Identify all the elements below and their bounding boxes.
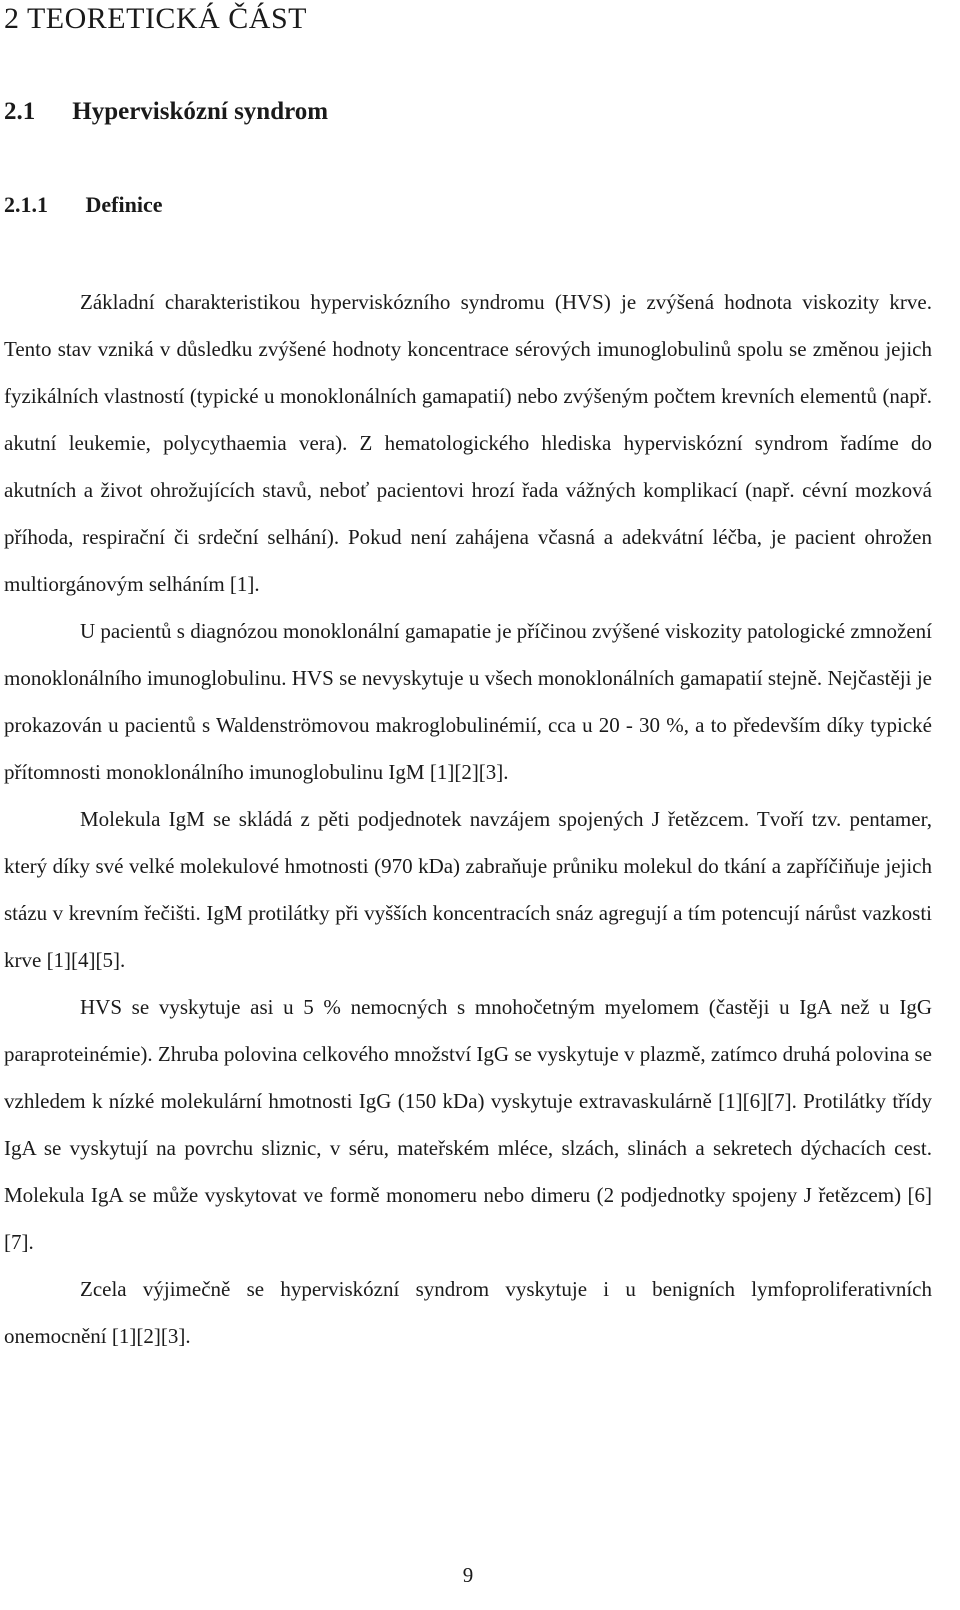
subsection-heading [4,192,162,218]
section-heading [4,98,328,126]
subsection-number: 2.1.1 [4,192,48,217]
paragraph-igm-molecule: Molekula IgM se skládá z pěti podjednotek navzájem spojených J řetězcem. Tvoří tzv. pentamer, který díky své velké molekulové hmotnosti (970 kDa) zabraňuje průniku molekul do tkání a zapříčiňuje jejich stázu v krevním řečišti. IgM protilátky při vyšších koncentracích snáz agregují a tím potencují nárůst vazkosti krve [1][4][5]. [4,807,932,972]
subsection-title: Definice [85,192,163,217]
section-title: Hyperviskózní syndrom [72,98,329,125]
chapter-heading [4,2,307,36]
paragraph-monoclonal-gammopathy: U pacientů s diagnózou monoklonální gamapatie je příčinou zvýšené viskozity patologické zmnožení monoklonálního imunoglobulinu. HVS se nevyskytuje u všech monoklonálních gamapatií stejně. Nejčastěji je prokazován u pacientů s Waldenströmovou makroglobulinémií, cca u 20 - 30 %, a to především díky typické přítomnosti monoklonálního imunoglobulinu IgM [1][2][3]. [4,619,933,784]
paragraph-benign-disorders: Zcela výjimečně se hyperviskózní syndrom vyskytuje i u benigních lymfoproliferativních onemocnění [1][2][3]. [4,1277,932,1348]
paragraph-multiple-myeloma: HVS se vyskytuje asi u 5 % nemocných s mnohočetným myelomem (častěji u IgA než u IgG paraproteinémie). Zhruba polovina celkového množství IgG se vyskytuje v plazmě, zatímco druhá polovina se vzhledem k nízké molekulární hmotnosti IgG (150 kDa) vyskytuje extravaskulárně [1][6][7]. Protilátky třídy IgA se vyskytují na povrchu sliznic, v séru, mateřském mléce, slzách, slinách a sekretech dýchacích cest. Molekula IgA se může vyskytovat ve formě monomeru nebo dimeru (2 podjednotky spojeny J řetězcem) [6][7]. [4,995,932,1254]
body-text [4,279,932,1360]
section-number: 2.1 [4,98,36,125]
page-number: 9 [462,1563,474,1587]
paragraph-definition: Základní charakteristikou hyperviskózního syndromu (HVS) je zvýšená hodnota viskozity krve. Tento stav vzniká v důsledku zvýšené hodnoty koncentrace sérových imunoglobulinů spolu se změnou jejich fyzikálních vlastností (typické u monoklonálních gamapatií) nebo zvýšeným počtem krevních elementů (např. akutní leukemie, polycythaemia vera). Z hematologického hlediska hyperviskózní syndrom řadíme do akutních a život ohrožujících stavů, neboť pacientovi hrozí řada vážných komplikací (např. cévní mozková příhoda, respirační či srdeční selhání). Pokud není zahájena včasná a adekvátní léčba, je pacient ohrožen multiorgánovým selháním [1]. [4,290,932,596]
chapter-number: 2 [4,2,20,35]
chapter-title: TEORETICKÁ ČÁST [26,2,307,35]
